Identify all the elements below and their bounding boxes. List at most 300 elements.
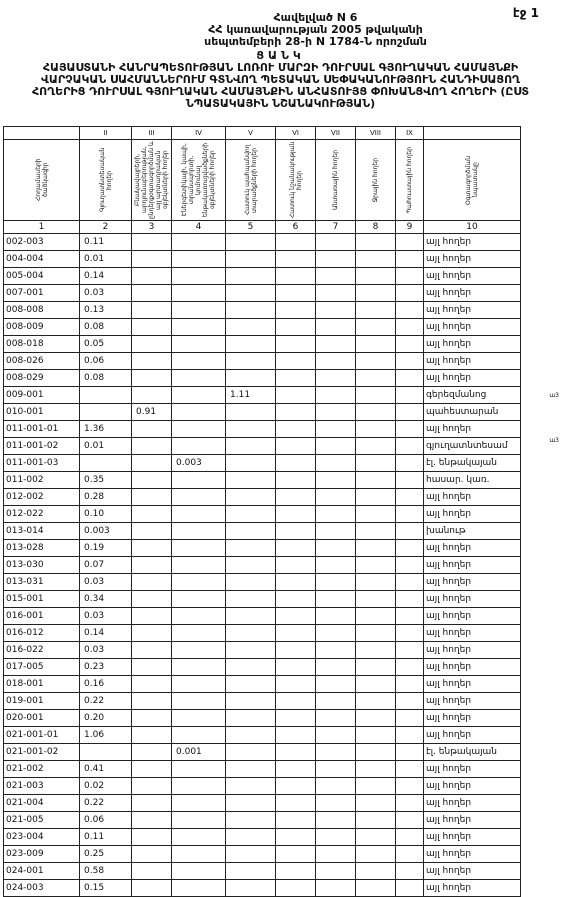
roman-header-cell: IX (396, 127, 424, 140)
agricultural-cell (80, 455, 132, 472)
agricultural-cell: 0.10 (80, 506, 132, 523)
table-row (4, 608, 521, 625)
title-line: ՀԱՅԱՍՏԱՆԻ ՀԱՆՐԱՊԵՏՈՒԹՅԱՆ ԼՈՌՈՒ ՄԱՐԶԻ ԴՈՒՐՍԱԼ ԳՅՈՒՂԱԿԱՆ ՀԱՄԱՅՆՔԻ (42, 61, 519, 74)
parcel-code-cell: 011-001-02 (4, 438, 80, 455)
energy-cell (172, 234, 226, 251)
table-row (4, 812, 521, 829)
forest-cell (316, 727, 356, 744)
agricultural-cell: 0.03 (80, 574, 132, 591)
margin-note: ա3 (549, 392, 559, 399)
column-number-cell: 7 (316, 221, 356, 234)
parcel-code-cell: 019-001 (4, 693, 80, 710)
reserve-cell (396, 455, 424, 472)
agricultural-cell (80, 404, 132, 421)
special-cell (276, 812, 316, 829)
agricultural-cell: 0.06 (80, 353, 132, 370)
special-cell (276, 863, 316, 880)
purpose-cell: այլ հողեր (424, 353, 521, 370)
table-row (4, 710, 521, 727)
parcel-code-cell: 010-001 (4, 404, 80, 421)
protected-cell (226, 829, 276, 846)
energy-cell (172, 642, 226, 659)
energy-cell (172, 710, 226, 727)
column-number-cell: 4 (172, 221, 226, 234)
special-cell (276, 251, 316, 268)
forest-cell (316, 625, 356, 642)
table-row (4, 727, 521, 744)
agricultural-cell: 0.01 (80, 438, 132, 455)
agricultural-cell: 0.08 (80, 319, 132, 336)
protected-cell (226, 659, 276, 676)
table-row (4, 353, 521, 370)
water-cell (356, 421, 396, 438)
column-header-cell (396, 140, 424, 221)
water-cell (356, 880, 396, 897)
column-header-cell (4, 140, 80, 221)
agricultural-cell: 0.03 (80, 608, 132, 625)
settlement-cell (132, 234, 172, 251)
table-row (4, 370, 521, 387)
energy-cell (172, 863, 226, 880)
purpose-cell: այլ հողեր (424, 557, 521, 574)
forest-cell (316, 846, 356, 863)
table-row (4, 302, 521, 319)
special-cell (276, 302, 316, 319)
parcel-code-cell: 002-003 (4, 234, 80, 251)
water-cell (356, 727, 396, 744)
reserve-cell (396, 472, 424, 489)
settlement-cell (132, 421, 172, 438)
column-header-text: Ջրային հողեր (372, 157, 379, 203)
reserve-cell (396, 523, 424, 540)
protected-cell (226, 319, 276, 336)
settlement-cell (132, 761, 172, 778)
energy-cell (172, 421, 226, 438)
forest-cell (316, 285, 356, 302)
special-cell (276, 591, 316, 608)
table-row (4, 319, 521, 336)
energy-cell (172, 438, 226, 455)
table-row (4, 523, 521, 540)
agricultural-cell: 0.01 (80, 251, 132, 268)
purpose-cell: էլ. ենթակայան (424, 744, 521, 761)
special-cell (276, 234, 316, 251)
protected-cell (226, 676, 276, 693)
forest-cell (316, 710, 356, 727)
energy-cell (172, 693, 226, 710)
reserve-cell (396, 676, 424, 693)
protected-cell (226, 438, 276, 455)
table-row (4, 268, 521, 285)
purpose-cell: այլ հողեր (424, 370, 521, 387)
water-cell (356, 302, 396, 319)
reserve-cell (396, 710, 424, 727)
reserve-cell (396, 251, 424, 268)
water-cell (356, 608, 396, 625)
special-cell (276, 268, 316, 285)
energy-cell (172, 353, 226, 370)
purpose-cell: այլ հողեր (424, 234, 521, 251)
special-cell (276, 744, 316, 761)
roman-header-cell: VIII (356, 127, 396, 140)
settlement-cell (132, 336, 172, 353)
parcel-code-cell: 013-028 (4, 540, 80, 557)
energy-cell (172, 795, 226, 812)
water-cell (356, 778, 396, 795)
forest-cell (316, 557, 356, 574)
settlement-cell (132, 302, 172, 319)
forest-cell (316, 387, 356, 404)
settlement-cell (132, 608, 172, 625)
reserve-cell (396, 302, 424, 319)
forest-cell (316, 659, 356, 676)
water-cell (356, 387, 396, 404)
agricultural-cell: 0.03 (80, 642, 132, 659)
special-cell (276, 489, 316, 506)
settlement-cell (132, 591, 172, 608)
water-cell (356, 863, 396, 880)
table-row (4, 574, 521, 591)
protected-cell: 1.11 (226, 387, 276, 404)
special-cell (276, 472, 316, 489)
agricultural-cell: 0.34 (80, 591, 132, 608)
protected-cell (226, 846, 276, 863)
agricultural-cell: 0.03 (80, 285, 132, 302)
agricultural-cell: 0.20 (80, 710, 132, 727)
energy-cell (172, 727, 226, 744)
settlement-cell (132, 744, 172, 761)
protected-cell (226, 574, 276, 591)
settlement-cell (132, 540, 172, 557)
water-cell (356, 268, 396, 285)
table-row (4, 540, 521, 557)
purpose-cell: այլ հողեր (424, 880, 521, 897)
table-row (4, 829, 521, 846)
agricultural-cell: 0.003 (80, 523, 132, 540)
settlement-cell (132, 727, 172, 744)
table-row (4, 625, 521, 642)
special-cell (276, 574, 316, 591)
parcel-code-cell: 012-022 (4, 506, 80, 523)
purpose-cell: պահեստարան (424, 404, 521, 421)
parcel-code-cell: 016-001 (4, 608, 80, 625)
roman-header-cell: VII (316, 127, 356, 140)
energy-cell (172, 523, 226, 540)
annex-line: սեպտեմբերի 28-ի N 1784-Ն որոշման (204, 35, 427, 48)
purpose-cell: այլ հողեր (424, 693, 521, 710)
water-cell (356, 557, 396, 574)
column-header-text: Հատուկ պահպանվող տարածքների հողեր (243, 144, 258, 216)
settlement-cell (132, 795, 172, 812)
protected-cell (226, 370, 276, 387)
settlement-cell (132, 387, 172, 404)
forest-cell (316, 234, 356, 251)
water-cell (356, 353, 396, 370)
water-cell (356, 761, 396, 778)
column-header-text: Էներգետիկայի, կապի, տրանսպորտի, կոմունալ ենթակառուցվածքների օբյեկտների հողեր (181, 142, 216, 218)
special-cell (276, 404, 316, 421)
purpose-cell: այլ հողեր (424, 795, 521, 812)
protected-cell (226, 506, 276, 523)
reserve-cell (396, 489, 424, 506)
title-list-word: ՑԱՆԿ (256, 49, 305, 62)
column-header-cell (132, 140, 172, 221)
purpose-cell: այլ հողեր (424, 489, 521, 506)
energy-cell (172, 591, 226, 608)
special-cell (276, 625, 316, 642)
roman-header-cell (424, 127, 521, 140)
agricultural-cell: 0.07 (80, 557, 132, 574)
forest-cell (316, 608, 356, 625)
settlement-cell: 0.91 (132, 404, 172, 421)
protected-cell (226, 302, 276, 319)
reserve-cell (396, 829, 424, 846)
parcel-code-cell: 021-001-01 (4, 727, 80, 744)
parcel-code-cell: 008-029 (4, 370, 80, 387)
table-row (4, 387, 521, 404)
settlement-cell (132, 710, 172, 727)
forest-cell (316, 642, 356, 659)
water-cell (356, 659, 396, 676)
reserve-cell (396, 727, 424, 744)
parcel-code-cell: 023-009 (4, 846, 80, 863)
special-cell (276, 727, 316, 744)
column-header-cell (172, 140, 226, 221)
reserve-cell (396, 438, 424, 455)
forest-cell (316, 829, 356, 846)
water-cell (356, 744, 396, 761)
settlement-cell (132, 251, 172, 268)
table-row (4, 795, 521, 812)
protected-cell (226, 591, 276, 608)
reserve-cell (396, 659, 424, 676)
energy-cell (172, 659, 226, 676)
settlement-cell (132, 659, 172, 676)
column-header-text: Բնակավայրերի, արդյունաբերության, ընդերքօգտագործման և այլ արտադրական օբյեկտների հողեր (134, 141, 169, 219)
protected-cell (226, 455, 276, 472)
reserve-cell (396, 812, 424, 829)
settlement-cell (132, 676, 172, 693)
water-cell (356, 319, 396, 336)
agricultural-cell: 0.06 (80, 812, 132, 829)
parcel-code-cell: 013-014 (4, 523, 80, 540)
energy-cell (172, 302, 226, 319)
parcel-code-cell: 021-003 (4, 778, 80, 795)
forest-cell (316, 370, 356, 387)
column-header-text: Օգտագործման նպատակը (465, 155, 479, 205)
agricultural-cell: 0.22 (80, 693, 132, 710)
purpose-cell: այլ հողեր (424, 285, 521, 302)
energy-cell (172, 472, 226, 489)
water-cell (356, 591, 396, 608)
water-cell (356, 285, 396, 302)
forest-cell (316, 693, 356, 710)
energy-cell (172, 812, 226, 829)
special-cell (276, 880, 316, 897)
purpose-cell: այլ հողեր (424, 727, 521, 744)
settlement-cell (132, 642, 172, 659)
purpose-cell: այլ հողեր (424, 336, 521, 353)
purpose-cell: խանութ (424, 523, 521, 540)
protected-cell (226, 404, 276, 421)
agricultural-cell: 0.16 (80, 676, 132, 693)
forest-cell (316, 404, 356, 421)
purpose-cell: այլ հողեր (424, 761, 521, 778)
purpose-cell: այլ հողեր (424, 642, 521, 659)
table-row (4, 421, 521, 438)
forest-cell (316, 676, 356, 693)
water-cell (356, 540, 396, 557)
parcel-code-cell: 008-018 (4, 336, 80, 353)
settlement-cell (132, 268, 172, 285)
parcel-code-cell: 008-008 (4, 302, 80, 319)
special-cell (276, 387, 316, 404)
purpose-cell: այլ հողեր (424, 591, 521, 608)
agricultural-cell: 0.58 (80, 863, 132, 880)
parcel-code-cell: 008-026 (4, 353, 80, 370)
protected-cell (226, 353, 276, 370)
table-row (4, 489, 521, 506)
column-number-cell: 10 (424, 221, 521, 234)
forest-cell (316, 472, 356, 489)
energy-cell (172, 285, 226, 302)
forest-cell (316, 863, 356, 880)
reserve-cell (396, 863, 424, 880)
protected-cell (226, 761, 276, 778)
special-cell (276, 795, 316, 812)
purpose-cell: այլ հողեր (424, 268, 521, 285)
settlement-cell (132, 829, 172, 846)
reserve-cell (396, 846, 424, 863)
water-cell (356, 574, 396, 591)
column-header-cell (316, 140, 356, 221)
settlement-cell (132, 880, 172, 897)
table-row (4, 880, 521, 897)
reserve-cell (396, 761, 424, 778)
annex-line: Հավելված N 6 (273, 11, 358, 24)
parcel-code-cell: 023-004 (4, 829, 80, 846)
table-row (4, 642, 521, 659)
purpose-cell: այլ հողեր (424, 540, 521, 557)
parcel-code-cell: 020-001 (4, 710, 80, 727)
protected-cell (226, 642, 276, 659)
settlement-cell (132, 863, 172, 880)
parcel-code-cell: 008-009 (4, 319, 80, 336)
parcel-code-cell: 024-001 (4, 863, 80, 880)
roman-header-cell: V (226, 127, 276, 140)
forest-cell (316, 540, 356, 557)
reserve-cell (396, 404, 424, 421)
protected-cell (226, 863, 276, 880)
energy-cell (172, 574, 226, 591)
settlement-cell (132, 693, 172, 710)
water-cell (356, 438, 396, 455)
special-cell (276, 761, 316, 778)
water-cell (356, 829, 396, 846)
special-cell (276, 336, 316, 353)
reserve-cell (396, 795, 424, 812)
protected-cell (226, 540, 276, 557)
protected-cell (226, 557, 276, 574)
parcel-code-cell: 011-001-03 (4, 455, 80, 472)
settlement-cell (132, 625, 172, 642)
protected-cell (226, 795, 276, 812)
special-cell (276, 523, 316, 540)
table-row (4, 676, 521, 693)
forest-cell (316, 421, 356, 438)
special-cell (276, 421, 316, 438)
purpose-cell: գյուղատնտեսամ (424, 438, 521, 455)
agricultural-cell: 0.05 (80, 336, 132, 353)
column-header-text: Անտառային հողեր (332, 150, 339, 210)
water-cell (356, 489, 396, 506)
water-cell (356, 234, 396, 251)
agricultural-cell: 0.23 (80, 659, 132, 676)
agricultural-cell: 0.14 (80, 268, 132, 285)
special-cell (276, 353, 316, 370)
energy-cell (172, 506, 226, 523)
table-row (4, 693, 521, 710)
reserve-cell (396, 370, 424, 387)
table-row (4, 251, 521, 268)
energy-cell (172, 251, 226, 268)
column-number-cell: 6 (276, 221, 316, 234)
special-cell (276, 540, 316, 557)
forest-cell (316, 438, 356, 455)
parcel-code-cell: 005-004 (4, 268, 80, 285)
purpose-cell: այլ հողեր (424, 846, 521, 863)
protected-cell (226, 744, 276, 761)
energy-cell (172, 829, 226, 846)
land-table (3, 126, 521, 897)
table-row (4, 506, 521, 523)
settlement-cell (132, 812, 172, 829)
purpose-cell: այլ հողեր (424, 251, 521, 268)
reserve-cell (396, 234, 424, 251)
forest-cell (316, 795, 356, 812)
energy-cell (172, 846, 226, 863)
water-cell (356, 404, 396, 421)
annex-line: ՀՀ կառավարության 2005 թվականի (208, 23, 423, 36)
energy-cell (172, 880, 226, 897)
roman-header-cell (4, 127, 80, 140)
agricultural-cell (80, 744, 132, 761)
forest-cell (316, 506, 356, 523)
roman-header-cell: III (132, 127, 172, 140)
settlement-cell (132, 285, 172, 302)
column-header-cell (80, 140, 132, 221)
parcel-code-cell: 011-001-01 (4, 421, 80, 438)
water-cell (356, 336, 396, 353)
purpose-cell: այլ հողեր (424, 778, 521, 795)
parcel-code-cell: 024-003 (4, 880, 80, 897)
special-cell (276, 676, 316, 693)
protected-cell (226, 421, 276, 438)
protected-cell (226, 251, 276, 268)
forest-cell (316, 455, 356, 472)
forest-cell (316, 778, 356, 795)
table-row (4, 659, 521, 676)
column-number-cell: 3 (132, 221, 172, 234)
water-cell (356, 472, 396, 489)
forest-cell (316, 336, 356, 353)
water-cell (356, 506, 396, 523)
protected-cell (226, 285, 276, 302)
forest-cell (316, 353, 356, 370)
energy-cell (172, 370, 226, 387)
water-cell (356, 795, 396, 812)
special-cell (276, 319, 316, 336)
